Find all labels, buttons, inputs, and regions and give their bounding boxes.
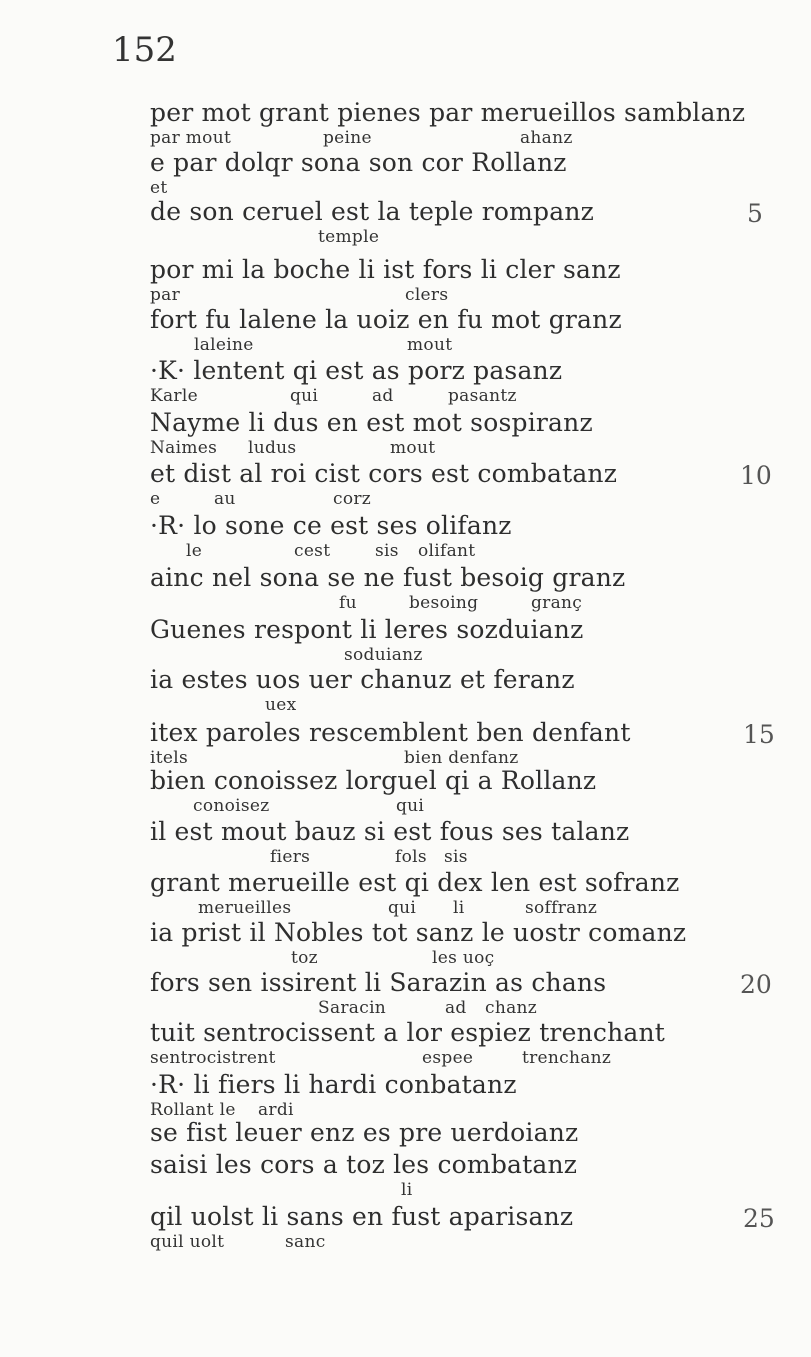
gloss-word: peine (323, 128, 372, 148)
gloss-word: chanz (485, 998, 538, 1018)
gloss-word: clers (405, 285, 449, 305)
verse-line: fors sen issirent li Sarazin as chans (150, 968, 607, 997)
gloss-word: temple (318, 227, 380, 247)
gloss-word: sis (375, 541, 399, 561)
verse-line: bien conoissez lorguel qi a Rollanz (150, 766, 597, 795)
verse-line: ia estes uos uer chanuz et feranz (150, 665, 575, 694)
gloss-word: mout (407, 335, 453, 355)
gloss-word: granç (531, 593, 583, 613)
line-number: 5 (747, 199, 763, 228)
gloss-word: Rollant le (150, 1100, 236, 1120)
verse-line: il est mout bauz si est fous ses talanz (150, 817, 630, 846)
gloss-word: trenchanz (522, 1048, 612, 1068)
verse-line: itex paroles rescemblent ben denfant (150, 718, 631, 747)
verse-line: por mi la boche li ist fors li cler sanz (150, 255, 621, 284)
gloss-word: et (150, 178, 168, 198)
gloss-word: olifant (418, 541, 476, 561)
verse-line: Nayme li dus en est mot sospiranz (150, 408, 593, 437)
gloss-word: e (150, 489, 161, 509)
gloss-word: mout (390, 438, 436, 458)
gloss-word: Karle (150, 386, 198, 406)
gloss-word: soduianz (344, 645, 423, 665)
gloss-word: ludus (248, 438, 297, 458)
gloss-word: fu (339, 593, 357, 613)
verse-line: fort fu lalene la uoiz en fu mot granz (150, 305, 622, 334)
gloss-word: cest (294, 541, 331, 561)
verse-line: ·R· lo sone ce est ses olifanz (150, 511, 512, 540)
gloss-word: qui (290, 386, 319, 406)
verse-line: de son ceruel est la teple rompanz (150, 197, 594, 226)
verse-line: Guenes respont li leres sozduianz (150, 615, 584, 644)
verse-line: e par dolqr sona son cor Rollanz (150, 148, 567, 177)
verse-line: ia prist il Nobles tot sanz le uostr comanz (150, 918, 687, 947)
gloss-word: les uoç (432, 948, 495, 968)
gloss-word: qui (388, 898, 417, 918)
gloss-word: li (401, 1180, 413, 1200)
verse-line: grant merueille est qi dex len est sofranz (150, 868, 680, 897)
gloss-word: ad (445, 998, 467, 1018)
gloss-word: ad (372, 386, 394, 406)
verse-line: se fist leuer enz es pre uerdoianz (150, 1118, 579, 1147)
gloss-word: sis (444, 847, 468, 867)
gloss-word: soffranz (525, 898, 598, 918)
gloss-word: sentrocistrent (150, 1048, 276, 1068)
verse-line: ·K· lentent qi est as porz pasanz (150, 356, 563, 385)
line-number: 20 (740, 970, 772, 999)
gloss-word: ardi (258, 1100, 294, 1120)
gloss-word: laleine (194, 335, 254, 355)
verse-line: ainc nel sona se ne fust besoig granz (150, 563, 626, 592)
verse-line: tuit sentrocissent a lor espiez trenchant (150, 1018, 666, 1047)
gloss-word: le (186, 541, 203, 561)
gloss-word: fols (395, 847, 427, 867)
gloss-word: bien denfanz (404, 748, 519, 768)
gloss-word: qui (396, 796, 425, 816)
gloss-word: au (214, 489, 236, 509)
gloss-word: uex (265, 695, 297, 715)
verse-line: saisi les cors a toz les combatanz (150, 1150, 578, 1179)
gloss-word: par mout (150, 128, 232, 148)
gloss-word: ahanz (520, 128, 573, 148)
gloss-word: Naimes (150, 438, 218, 458)
page-number: 152 (112, 30, 177, 70)
gloss-word: corz (333, 489, 372, 509)
verse-line: per mot grant pienes par merueillos samblanz (150, 98, 746, 127)
verse-line: et dist al roi cist cors est combatanz (150, 459, 618, 488)
gloss-word: pasantz (448, 386, 517, 406)
verse-line: qil uolst li sans en fust aparisanz (150, 1202, 574, 1231)
verse-line: ·R· li fiers li hardi conbatanz (150, 1070, 517, 1099)
gloss-word: fiers (270, 847, 311, 867)
gloss-word: besoing (409, 593, 479, 613)
gloss-word: toz (291, 948, 318, 968)
line-number: 15 (743, 720, 775, 749)
line-number: 25 (743, 1204, 775, 1233)
gloss-word: li (453, 898, 465, 918)
gloss-word: merueilles (198, 898, 292, 918)
gloss-word: conoisez (193, 796, 270, 816)
gloss-word: espee (422, 1048, 474, 1068)
line-number: 10 (740, 461, 772, 490)
gloss-word: itels (150, 748, 188, 768)
gloss-word: quil uolt (150, 1232, 225, 1252)
gloss-word: par (150, 285, 181, 305)
gloss-word: Saracin (318, 998, 387, 1018)
gloss-word: sanc (285, 1232, 326, 1252)
